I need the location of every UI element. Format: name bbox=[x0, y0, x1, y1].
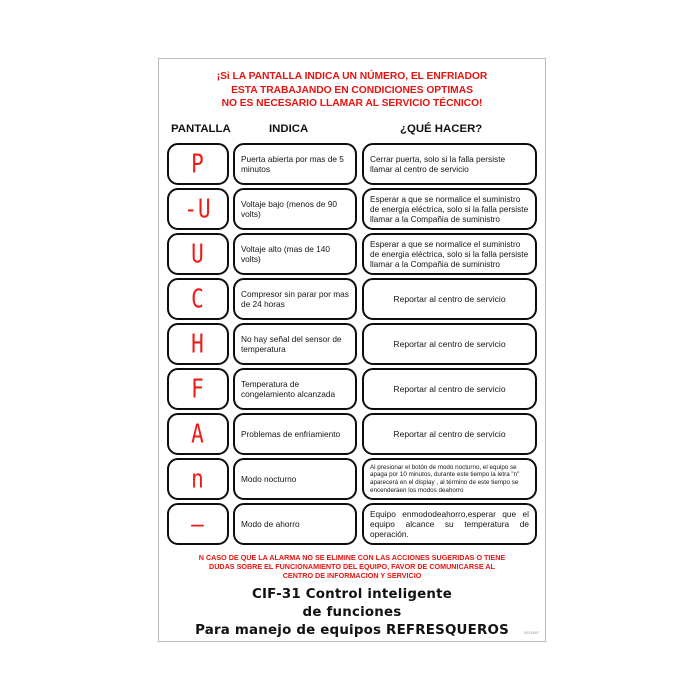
indicates-cell bbox=[233, 503, 357, 546]
action-text: Al presionar el botón de modo nocturno, el equipo se apaga por 10 minutos, durante este tiempo la letra "n" aparecerá en el display , al término de este tiempo se encenderáen los modos deahorro bbox=[370, 463, 520, 494]
code-table bbox=[159, 143, 545, 546]
headline-block bbox=[159, 59, 545, 111]
footer-warning bbox=[159, 548, 545, 581]
display-code-cell bbox=[167, 458, 229, 501]
action-text: Reportar al centro de servicio bbox=[393, 383, 506, 394]
product-branding bbox=[159, 580, 545, 640]
sku-code: 3015487 bbox=[523, 631, 539, 635]
column-header-action: ¿QUÉ HACER? bbox=[400, 122, 483, 135]
seven-segment-glyph: A bbox=[191, 418, 205, 449]
action-cell bbox=[362, 143, 537, 186]
display-code-cell bbox=[167, 188, 229, 231]
indicates-cell bbox=[233, 368, 357, 411]
action-text: Esperar a que se normalice el suministro de energia eléctrica, solo si la falla persiste llamar a la Compañia de suministro bbox=[370, 238, 529, 270]
seven-segment-glyph: C bbox=[191, 283, 205, 314]
action-cell bbox=[362, 413, 537, 456]
table-row bbox=[167, 413, 537, 456]
indicates-text: Compresor sin parar por mas de 24 horas bbox=[241, 288, 349, 310]
table-row bbox=[167, 368, 537, 411]
action-cell bbox=[362, 188, 537, 231]
table-row bbox=[167, 503, 537, 546]
action-text: Equipo enmododeahorro,esperar que el equipo alcance su temperatura de operación. bbox=[370, 508, 529, 540]
indicates-text: Temperatura de congelamiento alcanzada bbox=[241, 378, 336, 400]
action-text: Esperar a que se normalice el suministro de energia eléctrica, solo si la falla persiste llamar a la Compañia de suministro bbox=[370, 193, 529, 225]
column-header-display: PANTALLA bbox=[171, 122, 231, 135]
action-text: Reportar al centro de servicio bbox=[393, 293, 506, 304]
table-row bbox=[167, 323, 537, 366]
indicates-cell bbox=[233, 278, 357, 321]
seven-segment-glyph: – bbox=[191, 508, 205, 539]
action-text: Reportar al centro de servicio bbox=[393, 338, 506, 349]
action-cell bbox=[362, 278, 537, 321]
column-header-indicates: INDICA bbox=[269, 122, 309, 135]
headline-line-2: ESTA TRABAJANDO EN CONDICIONES OPTIMAS bbox=[231, 84, 473, 96]
display-code-cell bbox=[167, 413, 229, 456]
indicates-text: Voltaje alto (mas de 140 volts) bbox=[241, 243, 331, 265]
brand-line-2: de funciones bbox=[302, 605, 402, 621]
headline-line-1: ¡Si LA PANTALLA INDICA UN NÚMERO, EL ENFRIADOR bbox=[216, 71, 488, 82]
table-row bbox=[167, 143, 537, 186]
column-headers bbox=[159, 119, 545, 143]
indicates-cell bbox=[233, 458, 357, 501]
action-cell bbox=[362, 368, 537, 411]
display-code-cell bbox=[167, 143, 229, 186]
display-code-cell bbox=[167, 323, 229, 366]
indicates-text: Problemas de enfriamiento bbox=[241, 428, 341, 439]
display-code-cell bbox=[167, 368, 229, 411]
display-code-cell bbox=[167, 503, 229, 546]
indicates-text: Modo de ahorro bbox=[241, 518, 300, 529]
indicates-text: Modo nocturno bbox=[241, 473, 297, 484]
indicates-text: No hay señal del sensor de temperatura bbox=[241, 333, 342, 355]
seven-segment-glyph: U bbox=[191, 238, 205, 269]
brand-line-3: Para manejo de equipos REFRESQUEROS bbox=[195, 623, 509, 639]
action-cell bbox=[362, 503, 537, 546]
display-code-cell bbox=[167, 233, 229, 276]
indicates-cell bbox=[233, 233, 357, 276]
footer-warning-line-3: CENTRO DE INFORMACION Y SERVICIO bbox=[282, 571, 422, 581]
poster-card bbox=[158, 58, 546, 642]
footer-warning-line-1: N CASO DE QUE LA ALARMA NO SE ELIMINE CON LAS ACCIONES SUGERIDAS O TIENE bbox=[198, 552, 506, 562]
action-cell bbox=[362, 233, 537, 276]
indicates-cell bbox=[233, 188, 357, 231]
seven-segment-glyph: H bbox=[191, 328, 205, 359]
indicates-cell bbox=[233, 143, 357, 186]
action-cell bbox=[362, 458, 537, 501]
seven-segment-glyph: P bbox=[191, 148, 205, 179]
seven-segment-glyph: n bbox=[191, 463, 205, 494]
action-cell bbox=[362, 323, 537, 366]
seven-segment-glyph: F bbox=[191, 373, 205, 404]
table-row bbox=[167, 188, 537, 231]
indicates-text: Puerta abierta por mas de 5 minutos bbox=[241, 153, 344, 175]
action-text: Cerrar puerta, solo si la falla persiste llamar al centro de servicio bbox=[370, 153, 506, 175]
table-row bbox=[167, 233, 537, 276]
footer-warning-line-2: DUDAS SOBRE EL FUNCIONAMIENTO DEL EQUIPO, FAVOR DE COMUNICARSE AL bbox=[209, 561, 495, 571]
indicates-text: Voltaje bajo (menos de 90 volts) bbox=[241, 198, 337, 220]
display-code-cell bbox=[167, 278, 229, 321]
seven-segment-glyph: -U bbox=[184, 193, 212, 224]
indicates-cell bbox=[233, 413, 357, 456]
indicates-cell bbox=[233, 323, 357, 366]
headline-line-3: NO ES NECESARIO LLAMAR AL SERVICIO TÉCNICO! bbox=[221, 98, 483, 110]
brand-line-1: CIF-31 Control inteligente bbox=[251, 587, 453, 603]
table-row bbox=[167, 458, 537, 501]
action-text: Reportar al centro de servicio bbox=[393, 428, 506, 439]
table-row bbox=[167, 278, 537, 321]
